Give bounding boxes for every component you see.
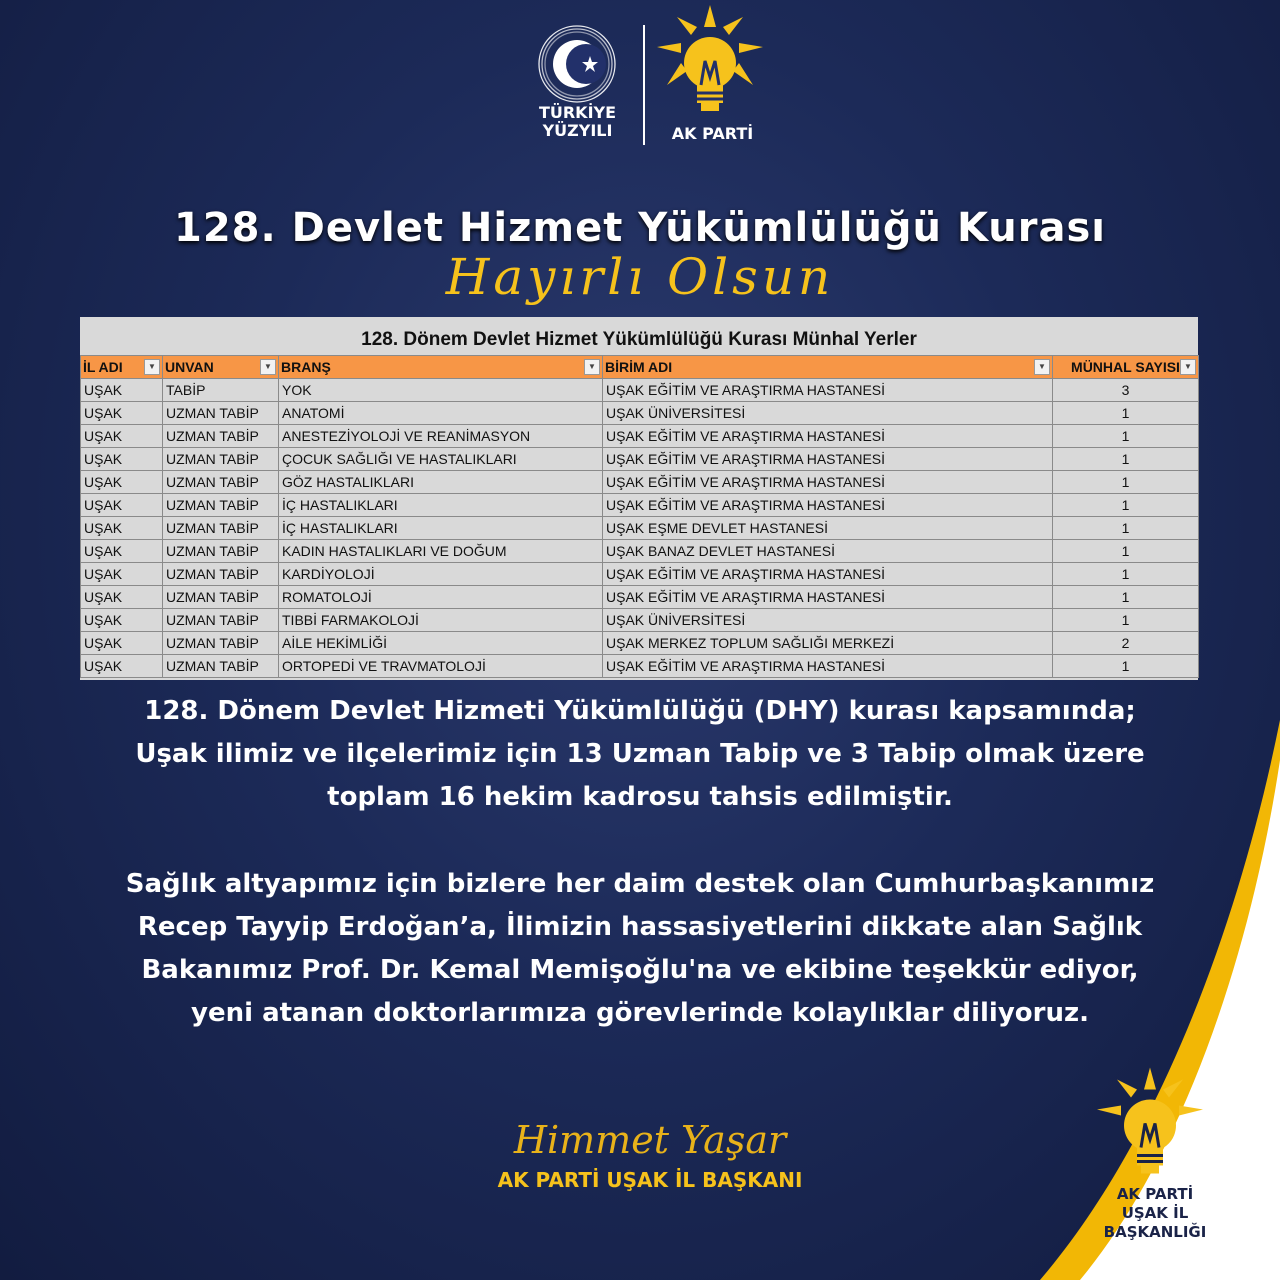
header-label: MÜNHAL SAYISI bbox=[1071, 359, 1180, 375]
table-cell: UŞAK bbox=[81, 655, 163, 678]
table-cell: UŞAK bbox=[81, 563, 163, 586]
table-cell: UŞAK bbox=[81, 494, 163, 517]
table-cell: 1 bbox=[1053, 609, 1199, 632]
corner-line3: BAŞKANLIĞI bbox=[1103, 1223, 1207, 1241]
table-cell: UZMAN TABİP bbox=[163, 402, 279, 425]
table-cell: UZMAN TABİP bbox=[163, 632, 279, 655]
script-title: Hayırlı Olsun bbox=[445, 248, 835, 306]
table-header-row bbox=[81, 356, 1199, 379]
page-title: 128. Devlet Hizmet Yükümlülüğü Kurası bbox=[174, 205, 1106, 251]
table-row bbox=[81, 494, 1199, 517]
dropdown-arrow-icon[interactable]: ▼ bbox=[260, 359, 276, 375]
table-cell: 1 bbox=[1053, 494, 1199, 517]
header-unvan[interactable] bbox=[163, 356, 279, 379]
table-row bbox=[81, 609, 1199, 632]
dropdown-arrow-icon[interactable]: ▼ bbox=[1180, 359, 1196, 375]
table-cell: TABİP bbox=[163, 379, 279, 402]
table-cell: TIBBİ FARMAKOLOJİ bbox=[279, 609, 603, 632]
table-cell: UŞAK EĞİTİM VE ARAŞTIRMA HASTANESİ bbox=[603, 471, 1053, 494]
table-cell: UZMAN TABİP bbox=[163, 448, 279, 471]
table-cell: 1 bbox=[1053, 586, 1199, 609]
table-row bbox=[81, 448, 1199, 471]
table-row bbox=[81, 379, 1199, 402]
ty-line2: YÜZYILI bbox=[542, 121, 613, 140]
table-cell: UZMAN TABİP bbox=[163, 609, 279, 632]
table-cell: UŞAK EĞİTİM VE ARAŞTIRMA HASTANESİ bbox=[603, 425, 1053, 448]
table-cell: UŞAK ÜNİVERSİTESİ bbox=[603, 402, 1053, 425]
table-cell: ROMATOLOJİ bbox=[279, 586, 603, 609]
table-cell: UZMAN TABİP bbox=[163, 563, 279, 586]
paragraph-thanks: Sağlık altyapımız için bizlere her daim destek olan Cumhurbaşkanımız Recep Tayyip Erdoğan’a, İlimizin hassasiyetlerini dikkate alan Sağlık Bakanımız Prof. Dr. Kemal Memişoğlu'na ve ekibine teşekkür ediyor, yeni atanan doktorlarımıza görevlerinde kolaylıklar diliyoruz. bbox=[125, 869, 1155, 1028]
table-cell: UŞAK EĞİTİM VE ARAŞTIRMA HASTANESİ bbox=[603, 586, 1053, 609]
signature: Himmet Yaşar bbox=[513, 1118, 787, 1162]
table-cell: 1 bbox=[1053, 563, 1199, 586]
table-row bbox=[81, 425, 1199, 448]
table-cell: UŞAK EĞİTİM VE ARAŞTIRMA HASTANESİ bbox=[603, 655, 1053, 678]
table-cell: ÇOCUK SAĞLIĞI VE HASTALIKLARI bbox=[279, 448, 603, 471]
table-cell: ORTOPEDİ VE TRAVMATOLOJİ bbox=[279, 655, 603, 678]
table-row bbox=[81, 540, 1199, 563]
table-cell: AİLE HEKİMLİĞİ bbox=[279, 632, 603, 655]
table-cell: 1 bbox=[1053, 655, 1199, 678]
table-cell: 2 bbox=[1053, 632, 1199, 655]
header-logos bbox=[0, 0, 1280, 160]
table-cell: UŞAK bbox=[81, 517, 163, 540]
table-cell: UŞAK bbox=[81, 540, 163, 563]
vacancy-table bbox=[80, 317, 1198, 680]
header-label: BİRİM ADI bbox=[605, 359, 673, 375]
ty-line1: TÜRKİYE bbox=[538, 103, 617, 122]
header-birim-adi[interactable] bbox=[603, 356, 1053, 379]
table-cell: 1 bbox=[1053, 471, 1199, 494]
table-cell: UZMAN TABİP bbox=[163, 517, 279, 540]
filter-icon[interactable]: ▼ bbox=[144, 359, 160, 375]
corner-line2: UŞAK İL bbox=[1121, 1204, 1189, 1222]
header-munhal-sayisi[interactable] bbox=[1053, 356, 1199, 379]
table-cell: ANATOMİ bbox=[279, 402, 603, 425]
table-cell: UŞAK bbox=[81, 609, 163, 632]
table-cell: UŞAK ÜNİVERSİTESİ bbox=[603, 609, 1053, 632]
table-cell: UZMAN TABİP bbox=[163, 586, 279, 609]
turkiye-yuzyili-wordmark bbox=[520, 104, 635, 140]
table-cell: İÇ HASTALIKLARI bbox=[279, 517, 603, 540]
table-row bbox=[81, 586, 1199, 609]
vacancy-grid bbox=[80, 355, 1199, 678]
table-cell: 1 bbox=[1053, 402, 1199, 425]
table-cell: 1 bbox=[1053, 448, 1199, 471]
table-cell: UZMAN TABİP bbox=[163, 494, 279, 517]
table-cell: UŞAK bbox=[81, 402, 163, 425]
logo-divider bbox=[643, 25, 645, 145]
table-cell: UZMAN TABİP bbox=[163, 655, 279, 678]
table-cell: UŞAK BANAZ DEVLET HASTANESİ bbox=[603, 540, 1053, 563]
table-cell: UŞAK bbox=[81, 425, 163, 448]
signature-title: AK PARTİ UŞAK İL BAŞKANI bbox=[497, 1168, 803, 1192]
table-cell: UŞAK bbox=[81, 586, 163, 609]
table-cell: UŞAK EĞİTİM VE ARAŞTIRMA HASTANESİ bbox=[603, 563, 1053, 586]
table-row bbox=[81, 563, 1199, 586]
table-body bbox=[81, 379, 1199, 678]
ak-parti-corner-bulb-icon bbox=[1095, 1065, 1205, 1185]
table-row bbox=[81, 517, 1199, 540]
table-cell: 1 bbox=[1053, 540, 1199, 563]
table-cell: KADIN HASTALIKLARI VE DOĞUM bbox=[279, 540, 603, 563]
table-cell: ANESTEZİYOLOJİ VE REANİMASYON bbox=[279, 425, 603, 448]
table-cell: YOK bbox=[279, 379, 603, 402]
header-label: İL ADI bbox=[83, 359, 123, 375]
table-cell: UŞAK EŞME DEVLET HASTANESİ bbox=[603, 517, 1053, 540]
table-row bbox=[81, 471, 1199, 494]
table-cell: UŞAK bbox=[81, 379, 163, 402]
table-cell: GÖZ HASTALIKLARI bbox=[279, 471, 603, 494]
table-cell: 3 bbox=[1053, 379, 1199, 402]
table-row bbox=[81, 632, 1199, 655]
table-cell: UŞAK EĞİTİM VE ARAŞTIRMA HASTANESİ bbox=[603, 448, 1053, 471]
ak-parti-bulb-icon bbox=[655, 5, 765, 120]
dropdown-arrow-icon[interactable]: ▼ bbox=[584, 359, 600, 375]
table-cell: İÇ HASTALIKLARI bbox=[279, 494, 603, 517]
table-cell: UŞAK EĞİTİM VE ARAŞTIRMA HASTANESİ bbox=[603, 494, 1053, 517]
table-cell: KARDİYOLOJİ bbox=[279, 563, 603, 586]
table-row bbox=[81, 655, 1199, 678]
table-cell: UŞAK bbox=[81, 471, 163, 494]
corner-line1: AK PARTİ bbox=[1116, 1185, 1194, 1203]
table-cell: 1 bbox=[1053, 517, 1199, 540]
table-cell: UŞAK bbox=[81, 632, 163, 655]
header-brans[interactable] bbox=[279, 356, 603, 379]
table-cell: UZMAN TABİP bbox=[163, 471, 279, 494]
corner-org-label bbox=[1090, 1185, 1220, 1242]
dropdown-arrow-icon[interactable]: ▼ bbox=[1034, 359, 1050, 375]
header-il-adi[interactable] bbox=[81, 356, 163, 379]
table-cell: UŞAK EĞİTİM VE ARAŞTIRMA HASTANESİ bbox=[603, 379, 1053, 402]
header-label: UNVAN bbox=[165, 359, 214, 375]
table-cell: UŞAK bbox=[81, 448, 163, 471]
paragraph-allocation: 128. Dönem Devlet Hizmeti Yükümlülüğü (DHY) kurası kapsamında; Uşak ilimiz ve ilçelerimiz için 13 Uzman Tabip ve 3 Tabip olmak üzere toplam 16 hekim kadrosu tahsis edilmiştir. bbox=[135, 696, 1145, 812]
table-cell: UŞAK MERKEZ TOPLUM SAĞLIĞI MERKEZİ bbox=[603, 632, 1053, 655]
table-cell: 1 bbox=[1053, 425, 1199, 448]
table-title: 128. Dönem Devlet Hizmet Yükümlülüğü Kurası Münhal Yerler bbox=[361, 329, 917, 350]
table-row bbox=[81, 402, 1199, 425]
ak-parti-label: AK PARTİ bbox=[671, 124, 754, 143]
table-cell: UZMAN TABİP bbox=[163, 540, 279, 563]
header-label: BRANŞ bbox=[281, 359, 331, 375]
table-cell: UZMAN TABİP bbox=[163, 425, 279, 448]
